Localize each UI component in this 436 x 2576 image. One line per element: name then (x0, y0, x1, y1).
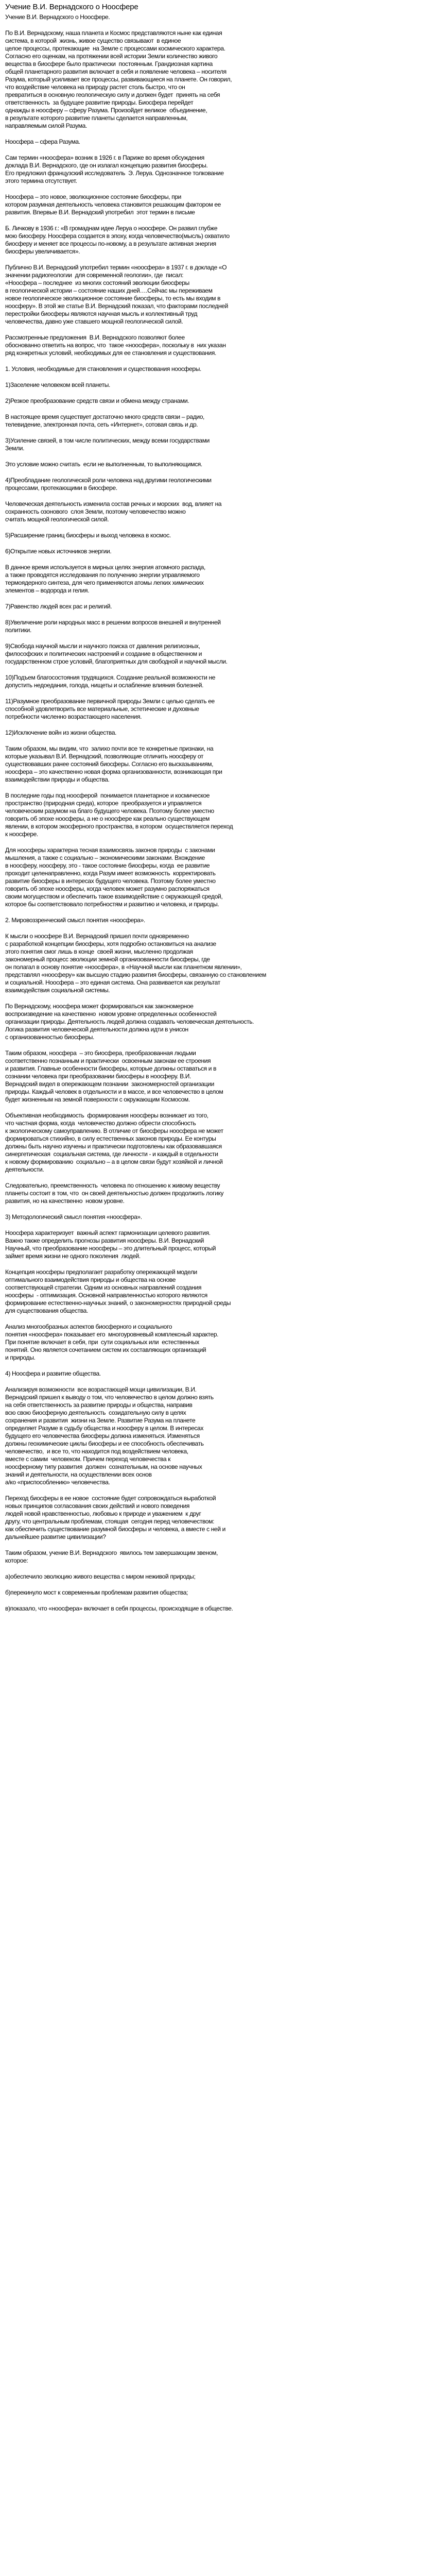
paragraph-gap (5, 470, 431, 477)
paragraph (5, 1605, 431, 1613)
text-line: в ноосферу, ноосферу, это - такое состояние биосферы, когда ее развитие (5, 862, 210, 869)
paragraph (5, 437, 431, 452)
paragraph (5, 729, 431, 737)
paragraph-gap (5, 1262, 431, 1268)
paragraph (5, 1049, 431, 1104)
text-line: а)обеспечило эволюцию живого вещества с миром неживой природы; (5, 1573, 196, 1580)
paragraph-gap (5, 1488, 431, 1495)
text-line: развитие биосферы в интересах будущего человека. Поэтому более уместно (5, 877, 216, 885)
paragraph-gap (5, 667, 431, 674)
paragraph-gap (5, 557, 431, 564)
text-line: Научный, что преобразование ноосферы – это длительный процесс, который (5, 1245, 216, 1252)
text-line: новых принципов согласования своих действий и нового поведения (5, 1502, 190, 1510)
text-line: ноосфера – это качественно новая форма организованности, возникающая при (5, 768, 222, 775)
text-line: Концепция ноосферы предполагает разработку опережающей модели (5, 1268, 197, 1276)
text-line: сохранения и развития жизни на Земле. Развитие Разума на планете (5, 1417, 196, 1424)
text-line: 11)Разумное преобразование первичной природы Земли с целью сделать ее (5, 698, 215, 705)
text-line: термоядерного синтеза, для чего применяются атомы легких химических (5, 579, 204, 586)
paragraph (5, 1589, 431, 1597)
text-line: с организованностью биосферы. (5, 1033, 95, 1041)
paragraph (5, 264, 431, 326)
paragraph-gap (5, 910, 431, 917)
text-line: Публично В.И. Вернадский употребил термин «ноосфера» в 1937 г. в докладе «О (5, 264, 227, 271)
text-line: ноосферу». В этой же статье В.И. Вернадский показал, что факторами последней (5, 302, 228, 310)
paragraph (5, 745, 431, 784)
text-line: и развития. Главные особенности биосферы, которые должны оставаться и в (5, 1065, 217, 1072)
paragraph (5, 564, 431, 595)
text-line: потребности численно возрастающего населения. (5, 713, 142, 720)
text-line: Анализ многообразных аспектов биосферного и социального (5, 1323, 172, 1330)
text-line: Ноосфера – сфера Разума. (5, 138, 80, 145)
text-line: 6)Открытие новых источников энергии. (5, 548, 112, 555)
text-line: соответствующей стратегии. Одним из основных направлений создания (5, 1284, 202, 1291)
text-line: 2. Мировоззренческий смысл понятия «ноосфера». (5, 917, 145, 924)
text-line: биосферы увеличивается». (5, 248, 80, 255)
text-line: которое бы соответствовало потребностям и развитию и человека, и природы. (5, 901, 219, 908)
text-line: государственном строе условий, благоприятных для свободной и научной мысли. (5, 658, 228, 665)
text-line: В данное время используется в мирных целях энергия атомного распада, (5, 564, 205, 571)
document-subtitle: Учение В.И. Вернадского о Ноосфере. (5, 13, 110, 21)
text-line: деятельности. (5, 1166, 44, 1173)
paragraph (5, 1495, 431, 1541)
paragraph (5, 1386, 431, 1486)
text-line: мышления, а также с социально – экономическими законами. Вхождение (5, 854, 205, 861)
text-line: Объективная необходимость формирования ноосферы возникает из того, (5, 1112, 208, 1119)
text-line: к ноосфере. (5, 831, 38, 838)
text-line: которые указывал В.И. Вернадский, позволяющие отличить ноосферу от (5, 753, 204, 760)
text-line: Вернадский пришел к выводу о том, что человечество в целом должно взять (5, 1394, 214, 1401)
text-line: Логика развития человеческой деятельности должна идти в унисон (5, 1026, 188, 1033)
paragraph-gap (5, 147, 431, 154)
text-line: обоснованно ответить на вопрос, что такое «ноосфера», поскольку в них указан (5, 342, 226, 349)
paragraph-gap (5, 596, 431, 603)
paragraph (5, 1549, 431, 1565)
paragraph (5, 500, 431, 523)
text-line: к новому формированию социально – а в целом связи будут хозяйкой и личной (5, 1158, 223, 1165)
text-line: Для ноосферы характерна тесная взаимосвязь законов природы с законами (5, 846, 215, 854)
text-line: он полагал в основу понятие «ноосфера», в «Научной мысли как планетном явлении», (5, 963, 242, 971)
text-line: Следовательно, преемственность человека по отношению к живому веществу (5, 1182, 220, 1189)
paragraph-gap (5, 691, 431, 698)
paragraph (5, 1573, 431, 1581)
text-line: оптимального взаимодействия природы и общества на основе (5, 1276, 176, 1283)
paragraph (5, 674, 431, 689)
text-line: взаимодействии природы и общества. (5, 776, 110, 783)
paragraph-gap (5, 454, 431, 461)
text-line: Таким образом, мы видим, что залихо почти все те конкретные признаки, на (5, 745, 214, 752)
text-line: 7)Равенство людей всех рас и религий. (5, 603, 112, 610)
text-line: а/ко «приспособлению» человечества. (5, 1479, 110, 1486)
paragraph-gap (5, 23, 431, 29)
text-line: способной удовлетворить все материальные, эстетические и духовные (5, 705, 199, 713)
text-line: понятия «ноосфера» показывает его многоуровневый комплексный характер. (5, 1331, 219, 1338)
paragraph (5, 461, 431, 468)
text-line: философских и политических настроений и создание в общественном и (5, 650, 202, 657)
paragraph-gap (5, 1043, 431, 1049)
paragraph-gap (5, 359, 431, 365)
paragraph (5, 917, 431, 924)
text-line: система, в которой жизнь, живое существо связывают в единое (5, 37, 181, 44)
text-line: ряд конкретных условий, необходимых для ее становления и существования. (5, 349, 216, 357)
text-line: К мысли о ноосфере В.И. Вернадский пришел почти одновременно (5, 933, 189, 940)
text-line: б)перекинуло мост к современным проблемам развития общества; (5, 1589, 188, 1596)
text-line: Согласно его оценкам, на протяжении всей истории Земли количество живого (5, 53, 218, 60)
paragraph-gap (5, 738, 431, 745)
text-line: однажды в ноосферу – сферу Разума. Произойдет великое объединение, (5, 107, 207, 114)
text-line: знаний и деятельности, на осуществлении всех основ (5, 1471, 152, 1478)
text-line: и социальной. Ноосфера – это единая система. Она развивается как результат (5, 979, 220, 986)
text-line: мою биосферу. Ноосфера создается в эпоху, когда человечество(мысль) охватило (5, 232, 230, 240)
text-line: что воздействие человека на природу растет столь быстро, что он (5, 83, 185, 91)
text-line: своим могуществом и обеспечить такое взаимодействие с окружающей средой, (5, 893, 223, 900)
paragraph (5, 477, 431, 492)
text-line: 12)Исключение войн из жизни общества. (5, 729, 117, 736)
paragraph (5, 933, 431, 994)
paragraph-gap (5, 926, 431, 933)
text-line: 5)Расширение границ биосферы и выход человека в космос. (5, 532, 171, 539)
paragraph (5, 365, 431, 373)
text-line: Это условие можно считать если не выполненным, то выполняющимся. (5, 461, 202, 468)
text-line: телевидение, электронная почта, сеть «Интернет», сотовая связь и др. (5, 421, 198, 428)
text-line: соответственно познанным и практически освоенным законам ее строения (5, 1057, 211, 1064)
text-line: будущего его человечества биосферы должна изменяться. Изменяться (5, 1432, 200, 1439)
text-line: 9)Свобода научной мысли и научного поиска от давления религиозных, (5, 642, 200, 650)
text-line: как обеспечить существование разумной биосферы и человека, а вместе с ней и (5, 1526, 226, 1533)
paragraph (5, 846, 431, 908)
text-line: процессами, протекающими в биосфере. (5, 484, 117, 492)
paragraph-gap (5, 1582, 431, 1589)
text-line: Земли. (5, 445, 25, 452)
paragraph-gap (5, 1105, 431, 1112)
paragraph-gap (5, 406, 431, 413)
paragraph (5, 1182, 431, 1205)
text-line: Таким образом, ноосфера – это биосфера, преобразованная людьми (5, 1049, 196, 1057)
text-line: проходит целенаправленно, когда Разум имеет возможность корректировать (5, 870, 216, 877)
document-body (5, 23, 431, 1613)
text-line: а также проводятся исследования по получению энергии управляемого (5, 571, 200, 579)
paragraph-gap (5, 430, 431, 437)
text-line: Б. Личкову в 1936 г.: «В громаднам идее Леруа о ноосфере. Он развил глубже (5, 225, 218, 232)
text-line: формирование естественно-научных знаний, о закономерностях природной среды (5, 1299, 231, 1307)
paragraph (5, 642, 431, 666)
text-line: говорить об эпохе ноосферы, а не о ноосфере как реально существующем (5, 815, 210, 822)
paragraph (5, 397, 431, 405)
paragraph (5, 1213, 431, 1221)
paragraph-gap (5, 541, 431, 548)
text-line: в результате которого развитие планеты сделается направленным, (5, 114, 188, 122)
text-line: перестройки биосферы являются научная мысль и коллективный труд (5, 310, 198, 317)
paragraph (5, 193, 431, 216)
text-line: существовавших ранее состояний биосферы. Согласно его высказываниям, (5, 760, 214, 768)
text-line: сохранность озонового слоя Земли, поэтому человечество можно (5, 508, 186, 515)
paragraph-gap (5, 636, 431, 642)
text-line: направляемым силой Разума. (5, 122, 87, 129)
text-line: планеты состоит в том, что он своей деятельностью должен продолжить логику (5, 1190, 224, 1197)
text-line: биосферу и меняет все процессы по-новому, а в результате активная энергия (5, 240, 216, 247)
text-line: 8)Увеличение роли народных масс в решении вопросов внешней и внутренней (5, 619, 221, 626)
text-line: развития. Впервые В.И. Вернадский употребил этот термин в письме (5, 209, 195, 216)
paragraph (5, 138, 431, 146)
text-line: вместе с самим человеком. Причем переход человечества к (5, 1455, 171, 1463)
paragraph-gap (5, 187, 431, 193)
paragraph-gap (5, 327, 431, 334)
text-line: 3) Методологический смысл понятия «ноосфера». (5, 1213, 142, 1221)
paragraph-gap (5, 1223, 431, 1229)
text-line: Ноосфера – это новое, эволюционное состояние биосферы, при (5, 193, 182, 200)
text-line: синергетическая социальная система, где личности - и каждый в отдельности (5, 1150, 218, 1158)
text-line: По Вернадскому, ноосфера может формироваться как закономерное (5, 1003, 194, 1010)
text-line: ноосферному типу развития должен сознательным, на основе научных (5, 1463, 202, 1470)
text-line: дальнейшее развитие цивилизации? (5, 1533, 106, 1540)
text-line: элементов – водорода и гелия. (5, 587, 90, 594)
text-line: ноосферы - оптимизация. Основной направленностью которого являются (5, 1292, 207, 1299)
text-line: формироваться стихийно, в силу естественных законов природы. Ее контуры (5, 1135, 216, 1142)
text-line: должны геохимические циклы биосферы и ее способность обеспечивать (5, 1440, 204, 1447)
text-line: займет время жизни не одного поколения людей. (5, 1252, 141, 1260)
text-line: человеческим разумом на благо будущего человека. Поэтому более уместно (5, 807, 214, 815)
text-line: вещества в биосфере было практически постоянным. Грандиозная картина (5, 60, 213, 67)
text-line: воспроизведение на качественно новом уровне определенных особенностей (5, 1010, 217, 1018)
paragraph-gap (5, 391, 431, 397)
text-line: общей планетарного развития включает в себя и появление человека – носителя (5, 68, 226, 75)
paragraph-gap (5, 1598, 431, 1605)
text-line: представлял «ноосферу» как высшую стадию развития биосферы, связанную со становлением (5, 971, 267, 978)
text-line: в геологической истории – состояние наших дней….Сейчас мы переживаем (5, 287, 213, 294)
text-line: В последние годы под ноосферой понимается планетарное и космическое (5, 792, 210, 799)
text-line: При понятие включает в себя, при сути социальных или естественных (5, 1338, 199, 1346)
paragraph-gap (5, 996, 431, 1003)
paragraph (5, 619, 431, 634)
text-line: 2)Резкое преобразование средств связи и обмена между странами. (5, 397, 189, 404)
text-line: котором разумная деятельность человека становится решающим фактором ее (5, 201, 221, 208)
text-line: Важно также определить прогнозы развития ноосферы. В.И. Вернадский (5, 1237, 204, 1244)
text-line: допустить недоедания, голода, нищеты и ослабление влияния болезней. (5, 682, 204, 689)
paragraph-gap (5, 525, 431, 532)
text-line: природы. Каждый человек в отдельности и в массе, и все человечество в целом (5, 1088, 223, 1095)
text-line: новое геологическое эволюционное состояние биосферы, то есть мы входим в (5, 295, 221, 302)
text-line: 10)Подъем благосостояния трудящихся. Создание реальной возможности не (5, 674, 216, 681)
paragraph-gap (5, 494, 431, 500)
text-line: Разума, который усиливает все процессы, развивающиеся на планете. Он говорил, (5, 76, 232, 83)
paragraph-gap (5, 1316, 431, 1323)
text-line: с разработкой концепции биосферы, хотя подробно остановиться на анализе (5, 940, 216, 947)
text-line: «Ноосфера – последнее из многих состояний эволюции биосферы (5, 279, 189, 286)
paragraph (5, 1268, 431, 1315)
text-line: Вернадский видел в опережающем познании закономерностей организации (5, 1080, 214, 1088)
paragraph (5, 1370, 431, 1378)
text-line: превратиться в основную геологическую силу и должен будет принять на себя (5, 91, 220, 98)
paragraph-gap (5, 1207, 431, 1213)
text-line: понятий. Оно является сочетанием систем их составляющих организаций (5, 1346, 206, 1353)
text-line: пространство (природная среда), которое преобразуется и управляется (5, 800, 202, 807)
paragraph (5, 792, 431, 838)
text-line: которое: (5, 1557, 28, 1564)
paragraph-gap (5, 218, 431, 225)
paragraph-gap (5, 1566, 431, 1573)
text-line: Человеческая деятельность изменила состав речных и морских вод, влияет на (5, 500, 222, 507)
paragraph (5, 225, 431, 256)
paragraph (5, 154, 431, 185)
text-line: Его предложил французский исследователь Э. Леруа. Однозначное толкование (5, 170, 224, 177)
text-line: развития, но на качественно новом уровне. (5, 1197, 125, 1205)
paragraph (5, 1323, 431, 1362)
text-line: для существования общества. (5, 1307, 88, 1314)
paragraph (5, 29, 431, 130)
paragraph-gap (5, 257, 431, 264)
paragraph (5, 548, 431, 555)
text-line: в)показало, что «ноосфера» включает в себя процессы, происходящие в обществе. (5, 1605, 233, 1612)
paragraph (5, 413, 431, 429)
text-line: человечество, и все то, что находится под воздействием человека, (5, 1448, 188, 1455)
text-line: Переход биосферы в ее новое состояние будет сопровождаться выработкой (5, 1495, 216, 1502)
paragraph-gap (5, 785, 431, 792)
text-line: человечества, давно уже ставшего мощной геологической силой. (5, 318, 183, 325)
text-line: будет жизненным на земной поверхности с окружающим Космосом. (5, 1096, 190, 1103)
text-line: всю свою биосферную деятельность созидательную силу в целях (5, 1409, 186, 1416)
paragraph (5, 698, 431, 721)
text-line: этого термина отсутствует. (5, 177, 77, 184)
text-line: сознании человека при преобразовании биосферы в ноосферу. В.И. (5, 1073, 191, 1080)
paragraph (5, 1229, 431, 1260)
text-line: 1. Условия, необходимые для становления и существования ноосферы. (5, 365, 201, 372)
paragraph (5, 532, 431, 539)
text-line: к экологическому самоуправлению. В отличие от биосферы ноосфера не может (5, 1127, 223, 1134)
paragraph (5, 1003, 431, 1041)
text-line: явлении, в котором экосферного пространства, в котором осуществляется переход (5, 823, 233, 830)
paragraph-gap (5, 612, 431, 619)
text-line: ответственность за будущее развитие природы. Биосфера перейдет (5, 99, 194, 106)
paragraph-gap (5, 1175, 431, 1182)
text-line: 1)Заселение человеком всей планеты. (5, 381, 111, 388)
text-line: целое процессы, протекающие на Земле с процессами космического характера. (5, 45, 225, 52)
text-line: Сам термин «ноосфера» возник в 1926 г. в Париже во время обсуждения (5, 154, 204, 161)
text-line: Анализируя возможности все возрастающей мощи цивилизации, В.И. (5, 1386, 197, 1393)
text-line: В настоящее время существует достаточно много средств связи – радио, (5, 413, 205, 420)
text-line: Рассмотренные предложения В.И. Вернадского позволяют более (5, 334, 185, 341)
text-line: людей новой нравственностью, любовью к природе и уважением к друг (5, 1510, 201, 1517)
paragraph (5, 334, 431, 357)
text-line: говорить об эпохе ноосферы, когда человек может разумно распоряжаться (5, 885, 210, 892)
paragraph-gap (5, 131, 431, 138)
text-line: организации природы. Деятельность людей должна создавать человеческая деятельность. (5, 1018, 254, 1025)
paragraph (5, 1112, 431, 1174)
text-line: на себя ответственность за развитие природы и общества, направив (5, 1401, 193, 1409)
text-line: что частная форма, когда человечество должно обрести способность (5, 1120, 196, 1127)
text-line: определяет Разуме в судьбу общества и ноосферу в целом. В интересах (5, 1425, 204, 1432)
paragraph (5, 603, 431, 611)
text-line: должны быть научно изучены и практически подготовлены как образовавшаяся (5, 1143, 222, 1150)
text-line: считать мощной геологической силой. (5, 516, 109, 523)
text-line: 3)Усиление связей, в том числе политических, между всеми государствами (5, 437, 210, 444)
text-line: и природы. (5, 1354, 36, 1361)
text-line: этого понятия смог лишь в конце своей жизни, мысленно продолжая (5, 948, 193, 955)
text-line: закономерный процесс эволюции земной организованности биосферы, где (5, 956, 210, 963)
paragraph-gap (5, 722, 431, 729)
paragraph-gap (5, 1543, 431, 1549)
text-line: доклада В.И. Вернадского, где он излагал концепцию развития биосферы. (5, 162, 208, 169)
paragraph-gap (5, 375, 431, 381)
page-title: Учение В.И. Вернадского о Ноосфере (5, 3, 138, 11)
paragraph-gap (5, 840, 431, 846)
text-line: 4)Преобладание геологической роли человека над другими геологическими (5, 477, 212, 484)
text-line: значении радиогеологии для современной геологии», где писал: (5, 272, 184, 279)
text-line: другу, что центральным проблемам, стоящая сегодня перед человечеством: (5, 1518, 215, 1525)
text-line: Таким образом, учение В.И. Вернадского явилось тем завершающим звеном, (5, 1549, 218, 1556)
paragraph-gap (5, 1363, 431, 1370)
paragraph (5, 381, 431, 389)
text-line: взаимодействия социальной системы. (5, 987, 110, 994)
text-line: политики. (5, 626, 31, 634)
paragraph-gap (5, 1379, 431, 1386)
text-line: 4) Ноосфера и развитие общества. (5, 1370, 101, 1377)
text-line: Ноосфера характеризует важный аспект гармонизации целевого развития. (5, 1229, 211, 1236)
text-line: По В.И. Вернадскому, наша планета и Космос представляются ныне как единая (5, 29, 222, 37)
